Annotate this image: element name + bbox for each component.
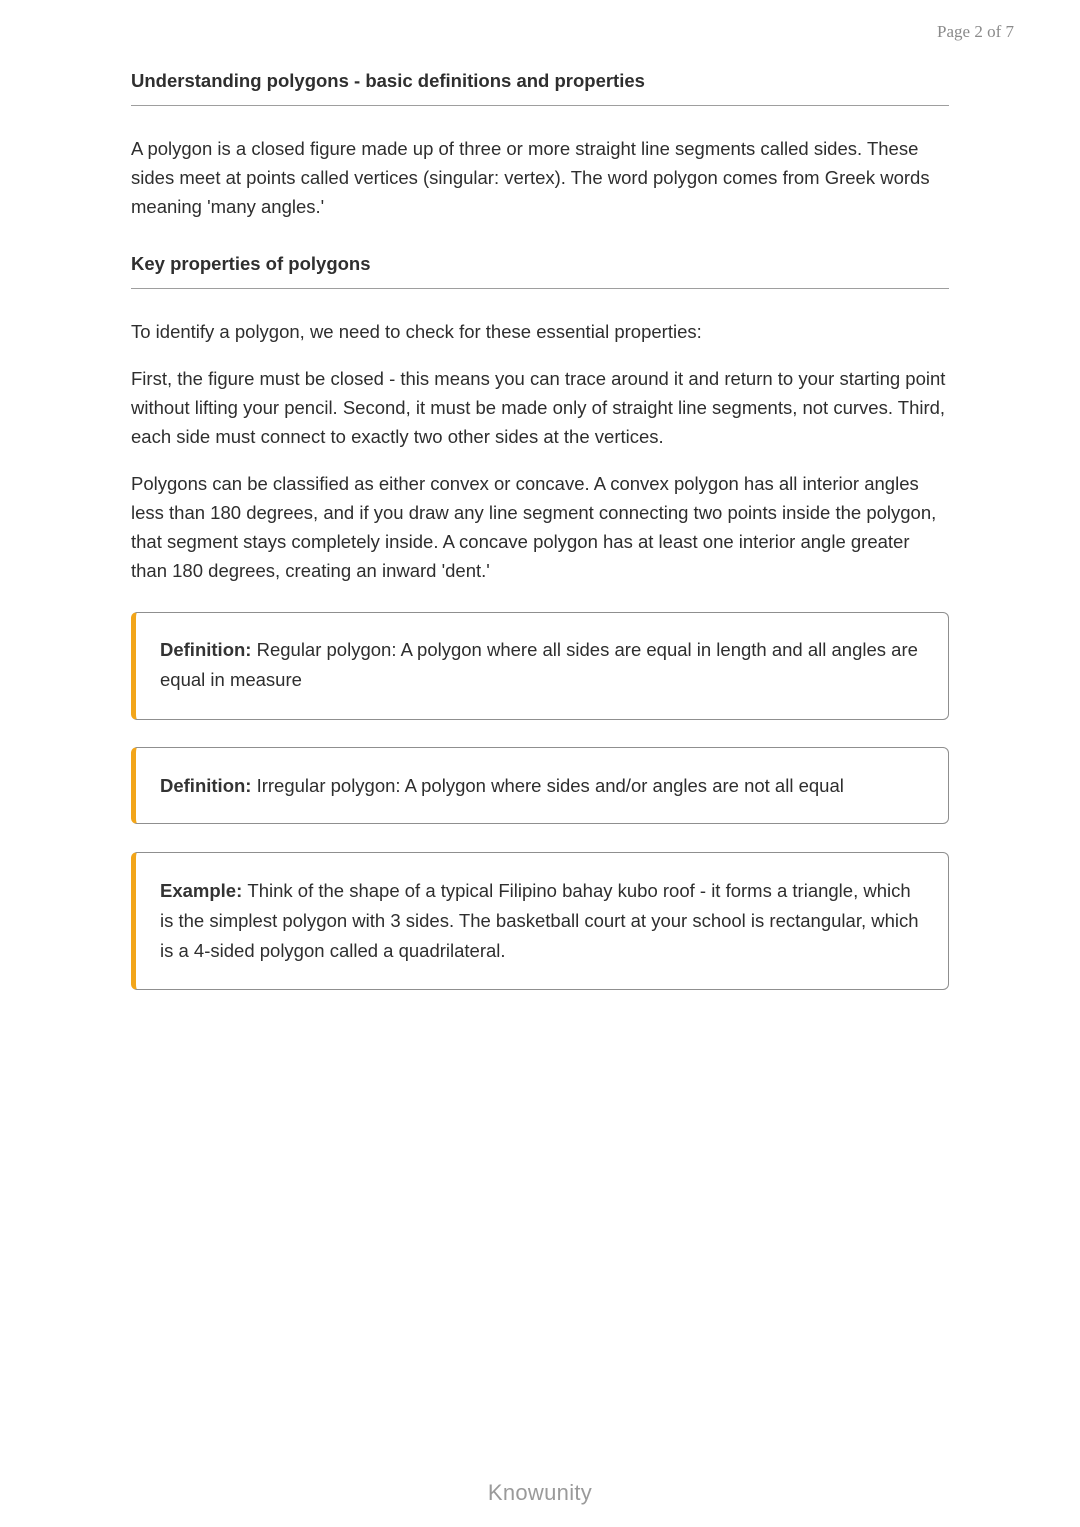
polygon-definition-paragraph: A polygon is a closed figure made up of three or more straight line segments called sides. These sides meet at points called vertices (singular: vertex). The word polygon comes from Greek words meaning 'many angles.' bbox=[131, 138, 930, 217]
callout-label: Definition: bbox=[160, 775, 257, 796]
convex-concave-paragraph: Polygons can be classified as either convex or concave. A convex polygon has all interior angles less than 180 degrees, and if you draw any line segment connecting two points inside the polygon, that segment stays completely inside. A concave polygon has at least one interior angle greater than 180 degrees, creating an inward 'dent.' bbox=[131, 473, 937, 581]
callout-text: Think of the shape of a typical Filipino bahay kubo roof - it forms a triangle, which is the simplest polygon with 3 sides. The basketball court at your school is rectangular, which is a 4-sided polygon called a quadrilateral. bbox=[160, 880, 919, 961]
footer-brand: Knowunity bbox=[487, 1480, 593, 1505]
callout-definition-irregular bbox=[131, 747, 949, 824]
callout-text: Irregular polygon: A polygon where sides and/or angles are not all equal bbox=[256, 775, 844, 796]
properties-paragraph: First, the figure must be closed - this means you can trace around it and return to your starting point without lifting your pencil. Second, it must be made only of straight line segments, not curves. Third, each side must connect to exactly two other sides at the vertices. bbox=[131, 368, 946, 447]
properties-intro-paragraph: To identify a polygon, we need to check for these essential properties: bbox=[131, 321, 702, 342]
callout-label: Definition: bbox=[160, 639, 257, 660]
section-heading-basics: Understanding polygons - basic definitions and properties bbox=[131, 70, 949, 106]
callout-definition-regular bbox=[131, 612, 949, 720]
callout-label: Example: bbox=[160, 880, 248, 901]
section-heading-key-properties: Key properties of polygons bbox=[131, 253, 949, 289]
callout-example bbox=[131, 852, 949, 990]
page-number: Page 2 of 7 bbox=[937, 22, 1014, 41]
callout-text: Regular polygon: A polygon where all sides are equal in length and all angles are equal in measure bbox=[160, 639, 918, 690]
